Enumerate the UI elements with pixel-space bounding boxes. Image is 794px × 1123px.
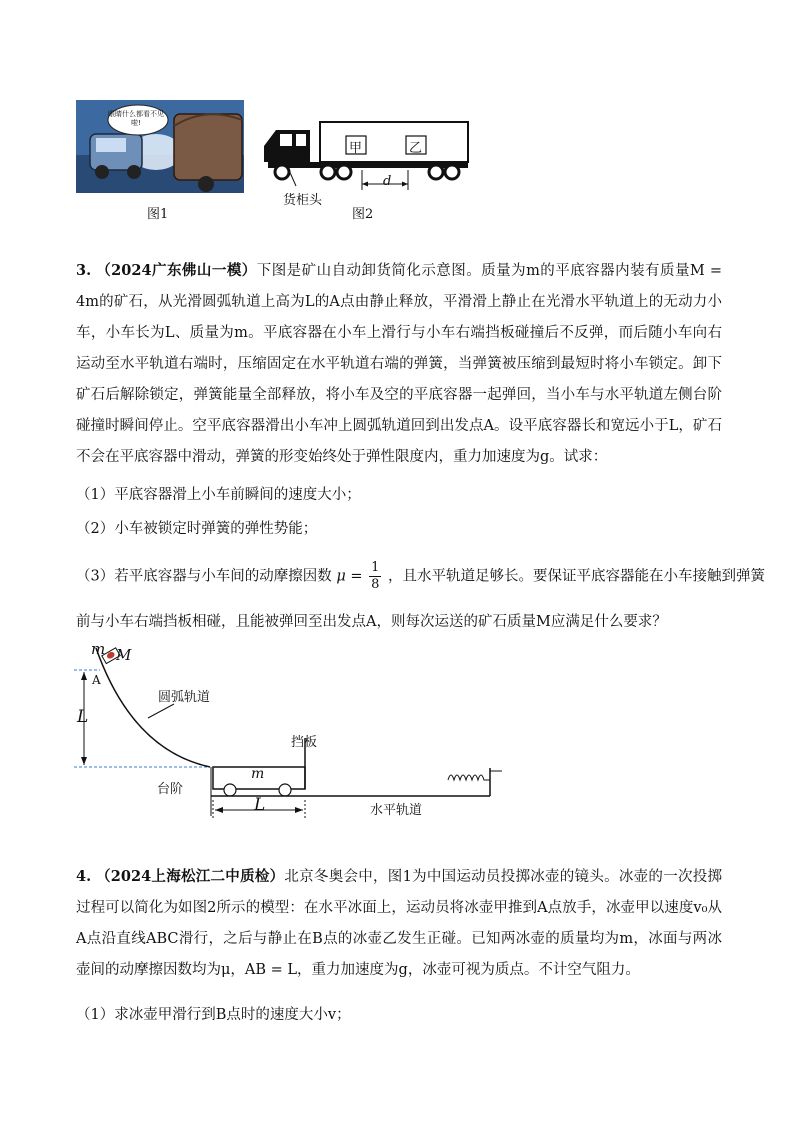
q4-number: 4.: [76, 868, 92, 885]
diag-label-cart-m: m: [251, 766, 265, 782]
q4-sub1: （1）求冰壶甲滑行到B点时的速度大小v；: [76, 1007, 351, 1023]
figure-2-truck: [258, 118, 472, 192]
q3-source: （2024广东佛山一模）: [96, 262, 257, 279]
label-yi: 乙: [409, 141, 423, 156]
q3-sub2: （2）小车被锁定时弹簧的弹性势能；: [76, 521, 318, 537]
q4-text: 北京冬奥会中，图1为中国运动员投掷冰壶的镜头。冰壶的一次投掷过程可以简化为如图2所示的模型：在水平冰面上，运动员将冰壶甲推到A点放手，冰壶甲以速度v₀从A点沿直线ABC滑行，之后与静止在B点的冰壶乙发生正碰。已知两冰壶的质量均为m，冰面与两冰壶间的动摩擦因数均为μ，AB = L，重力加速度为g，冰壶可视为质点。不计空气阻力。: [76, 869, 723, 978]
diag-label-step: 台阶: [157, 782, 184, 797]
fig1-caption: 图1: [147, 207, 169, 222]
q3-body: [76, 255, 722, 473]
frac-num: 1: [371, 560, 380, 575]
diag-label-A: A: [92, 673, 101, 687]
q3-sub3-b: ，且水平轨道足够长。要保证平底容器能在小车接触到弹簧: [388, 568, 766, 585]
mu-symbol: μ =: [336, 568, 363, 585]
track-diagram: [70, 640, 510, 822]
diag-label-track: 水平轨道: [370, 803, 423, 818]
diag-label-L-horizontal: L: [254, 795, 266, 815]
q3-number: 3.: [76, 262, 92, 279]
speech-bubble-text: 眼睛什么都看不见啦!: [108, 110, 164, 127]
fig2-caption: 图2: [352, 207, 374, 222]
q3-text: 下图是矿山自动卸货简化示意图。质量为m的平底容器内装有质量M = 4m的矿石，从光滑圆弧轨道上高为L的A点由静止释放，平滑滑上静止在光滑水平轨道上的无动力小车，小车长为L、质量为m。平底容器在小车上滑行与小车右端挡板碰撞后不反弹，而后随小车向右运动至水平轨道右端时，压缩固定在水平轨道右端的弹簧，当弹簧被压缩到最短时将小车锁定。卸下矿石后解除锁定，弹簧能量全部释放，将小车及空的平底容器一起弹回，当小车与水平轨道左侧台阶碰撞时瞬间停止。空平底容器滑出小车冲上圆弧轨道回到出发点A。设平底容器长和宽远小于L，矿石不会在平底容器中滑动，弹簧的形变始终处于弹性限度内，重力加速度为g。试求：: [76, 263, 723, 465]
q3-sub3-line2: 前与小车右端挡板相碰，且能被弹回至出发点A，则每次运送的矿石质量M应满足什么要求？: [76, 614, 667, 630]
q4-source: （2024上海松江二中质检）: [96, 868, 285, 885]
diag-label-M: M: [116, 646, 132, 664]
q3-sub3-line1: [76, 560, 765, 593]
q4-body: [76, 861, 722, 986]
diag-label-arc: 圆弧轨道: [158, 690, 211, 705]
label-cab: 货柜头: [283, 193, 323, 208]
fraction-one-eighth: [369, 560, 381, 593]
frac-den: 8: [371, 577, 380, 592]
q3-sub1: （1）平底容器滑上小车前瞬间的速度大小；: [76, 487, 361, 503]
q3-sub3-a: （3）若平底容器与小车间的动摩擦因数: [76, 568, 332, 585]
label-d: d: [383, 174, 392, 189]
diag-label-m: m: [91, 640, 106, 658]
label-jia: 甲: [349, 141, 363, 156]
diag-label-L-vertical: L: [77, 707, 89, 727]
diag-label-baffle: 挡板: [291, 735, 318, 750]
